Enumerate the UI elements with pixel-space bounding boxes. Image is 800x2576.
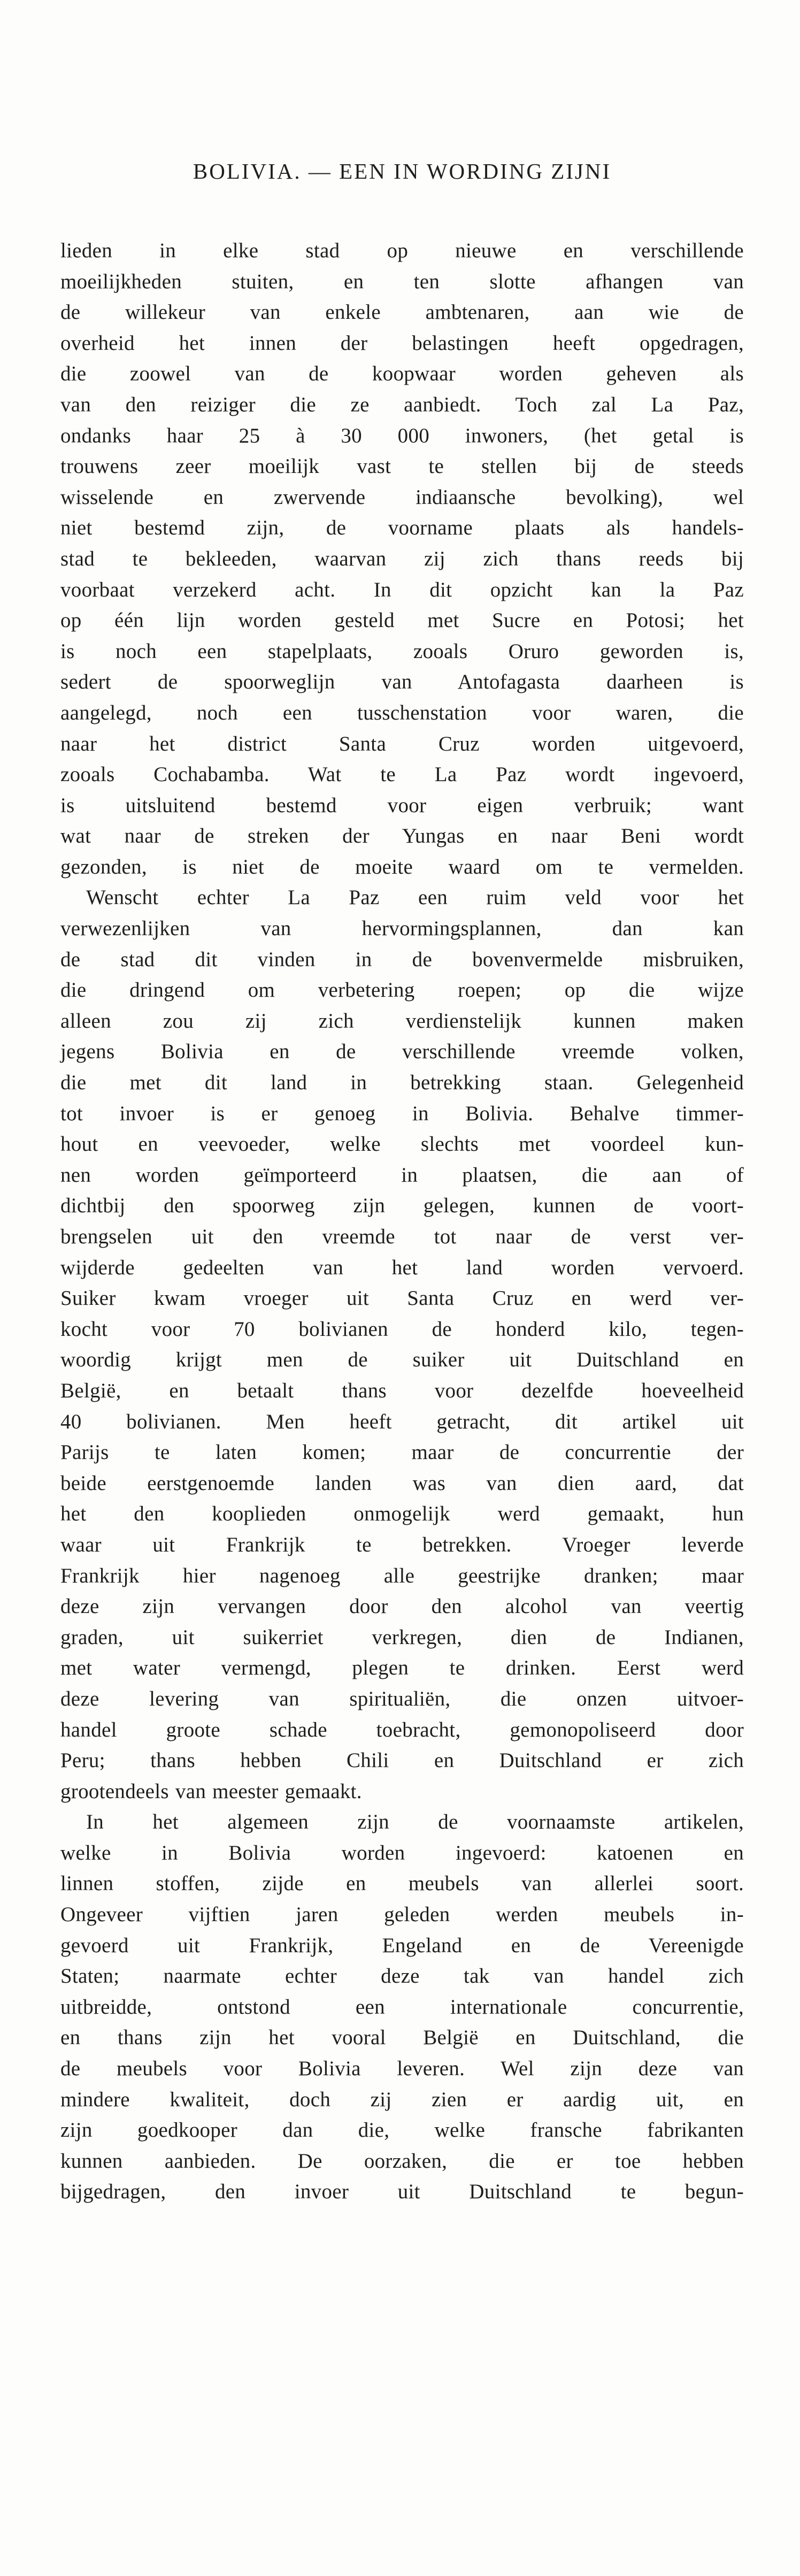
text-line: België, en betaalt thans voor dezelfde hoeveelheid <box>60 1379 744 1402</box>
text-line: jegens Bolivia en de verschillende vreemde volken, <box>60 1040 744 1064</box>
text-line: de stad dit vinden in de bovenvermelde misbruiken, <box>60 947 744 971</box>
text-line: aangelegd, noch een tusschenstation voor waren, die <box>60 701 744 724</box>
text-line: die zoowel van de koopwaar worden geheven als <box>60 362 744 386</box>
text-line: 40 bolivianen. Men heeft getracht, dit artikel uit <box>60 1410 744 1433</box>
text-line: handel groote schade toebracht, gemonopoliseerd door <box>60 1718 744 1741</box>
text-line: dichtbij den spoorweg zijn gelegen, kunnen de voort- <box>60 1194 744 1218</box>
text-line: graden, uit suikerriet verkregen, dien de Indianen, <box>60 1625 744 1649</box>
text-line: zooals Cochabamba. Wat te La Paz wordt ingevoerd, <box>60 763 744 786</box>
text-line: het den kooplieden onmogelijk werd gemaakt, hun <box>60 1502 744 1526</box>
text-line: nen worden geïmporteerd in plaatsen, die aan of <box>60 1163 744 1187</box>
text-line: trouwens zeer moeilijk vast te stellen bij de steeds <box>60 455 744 478</box>
text-line: uitbreidde, ontstond een internationale concurrentie, <box>60 1995 744 2019</box>
text-line: ondanks haar 25 à 30 000 inwoners, (het getal is <box>60 424 744 447</box>
text-line: lieden in elke stad op nieuwe en verschillende <box>60 239 744 262</box>
text-line: Frankrijk hier nagenoeg alle geestrijke dranken; maar <box>60 1564 744 1587</box>
text-line: niet bestemd zijn, de voorname plaats als handels- <box>60 516 744 540</box>
text-line: Staten; naarmate echter deze tak van handel zich <box>60 1965 744 1988</box>
text-line: woordig krijgt men de suiker uit Duitschland en <box>60 1348 744 1372</box>
text-line: grootendeels van meester gemaakt. <box>60 1779 362 1803</box>
text-line: overheid het innen der belastingen heeft opgedragen, <box>60 331 744 355</box>
text-line: waar uit Frankrijk te betrekken. Vroeger leverde <box>60 1533 744 1556</box>
text-line: die dringend om verbetering roepen; op die wijze <box>60 979 744 1002</box>
text-column <box>60 235 744 2207</box>
text-line: van den reiziger die ze aanbiedt. Toch zal La Paz, <box>60 393 744 416</box>
text-line: mindere kwaliteit, doch zij zien er aardig uit, en <box>60 2088 744 2111</box>
text-line: Wenscht echter La Paz een ruim veld voor het <box>86 886 744 909</box>
text-line: In het algemeen zijn de voornaamste artikelen, <box>86 1810 744 1834</box>
text-line: voorbaat verzekerd acht. In dit opzicht kan la Paz <box>60 578 744 601</box>
text-line: gevoerd uit Frankrijk, Engeland en de Vereenigde <box>60 1933 744 1957</box>
text-line: zijn goedkooper dan die, welke fransche fabrikanten <box>60 2119 744 2142</box>
text-line: welke in Bolivia worden ingevoerd: katoenen en <box>60 1841 744 1864</box>
text-line: wijderde gedeelten van het land worden vervoerd. <box>60 1256 744 1279</box>
text-line: kocht voor 70 bolivianen de honderd kilo, tegen- <box>60 1317 744 1341</box>
page-header: BOLIVIA. — EEN IN WORDING ZIJNI <box>193 159 612 184</box>
text-line: Ongeveer vijftien jaren geleden werden meubels in- <box>60 1903 744 1927</box>
text-line: gezonden, is niet de moeite waard om te vermelden. <box>60 855 744 878</box>
text-line: en thans zijn het vooral België en Duitschland, die <box>60 2026 744 2050</box>
text-line: deze zijn vervangen door den alcohol van veertig <box>60 1595 744 1618</box>
text-line: sedert de spoorweglijn van Antofagasta daarheen is <box>60 670 744 694</box>
text-line: beide eerstgenoemde landen was van dien aard, dat <box>60 1471 744 1495</box>
text-line: hout en veevoeder, welke slechts met voordeel kun- <box>60 1133 744 1156</box>
text-line: is noch een stapelplaats, zooals Oruro geworden is, <box>60 639 744 663</box>
text-line: verwezenlijken van hervormingsplannen, dan kan <box>60 917 744 941</box>
text-line: op één lijn worden gesteld met Sucre en Potosi; het <box>60 609 744 632</box>
text-line: bijgedragen, den invoer uit Duitschland te begun- <box>60 2180 744 2204</box>
text-line: brengselen uit den vreemde tot naar de verst ver- <box>60 1225 744 1248</box>
text-line: naar het district Santa Cruz worden uitgevoerd, <box>60 732 744 755</box>
text-line: kunnen aanbieden. De oorzaken, die er toe hebben <box>60 2149 744 2173</box>
text-line: wisselende en zwervende indiaansche bevolking), wel <box>60 485 744 509</box>
text-line: Suiker kwam vroeger uit Santa Cruz en werd ver- <box>60 1287 744 1310</box>
text-line: is uitsluitend bestemd voor eigen verbruik; want <box>60 793 744 817</box>
text-line: die met dit land in betrekking staan. Gelegenheid <box>60 1071 744 1095</box>
paragraph <box>60 882 744 1807</box>
text-line: moeilijkheden stuiten, en ten slotte afhangen van <box>60 270 744 293</box>
text-line: alleen zou zij zich verdienstelijk kunnen maken <box>60 1009 744 1033</box>
text-line: stad te bekleeden, waarvan zij zich thans reeds bij <box>60 547 744 570</box>
text-line: tot invoer is er genoeg in Bolivia. Behalve timmer- <box>60 1102 744 1125</box>
text-line: de meubels voor Bolivia leveren. Wel zijn deze van <box>60 2057 744 2081</box>
paragraph <box>60 1807 744 2207</box>
text-line: wat naar de streken der Yungas en naar Beni wordt <box>60 824 744 848</box>
paragraph <box>60 235 744 882</box>
text-line: met water vermengd, plegen te drinken. Eerst werd <box>60 1656 744 1680</box>
text-line: Parijs te laten komen; maar de concurrentie der <box>60 1441 744 1464</box>
text-line: deze levering van spiritualiën, die onzen uitvoer- <box>60 1687 744 1710</box>
text-line: linnen stoffen, zijde en meubels van allerlei soort. <box>60 1872 744 1895</box>
text-line: de willekeur van enkele ambtenaren, aan wie de <box>60 301 744 324</box>
text-line: Peru; thans hebben Chili en Duitschland er zich <box>60 1749 744 1772</box>
